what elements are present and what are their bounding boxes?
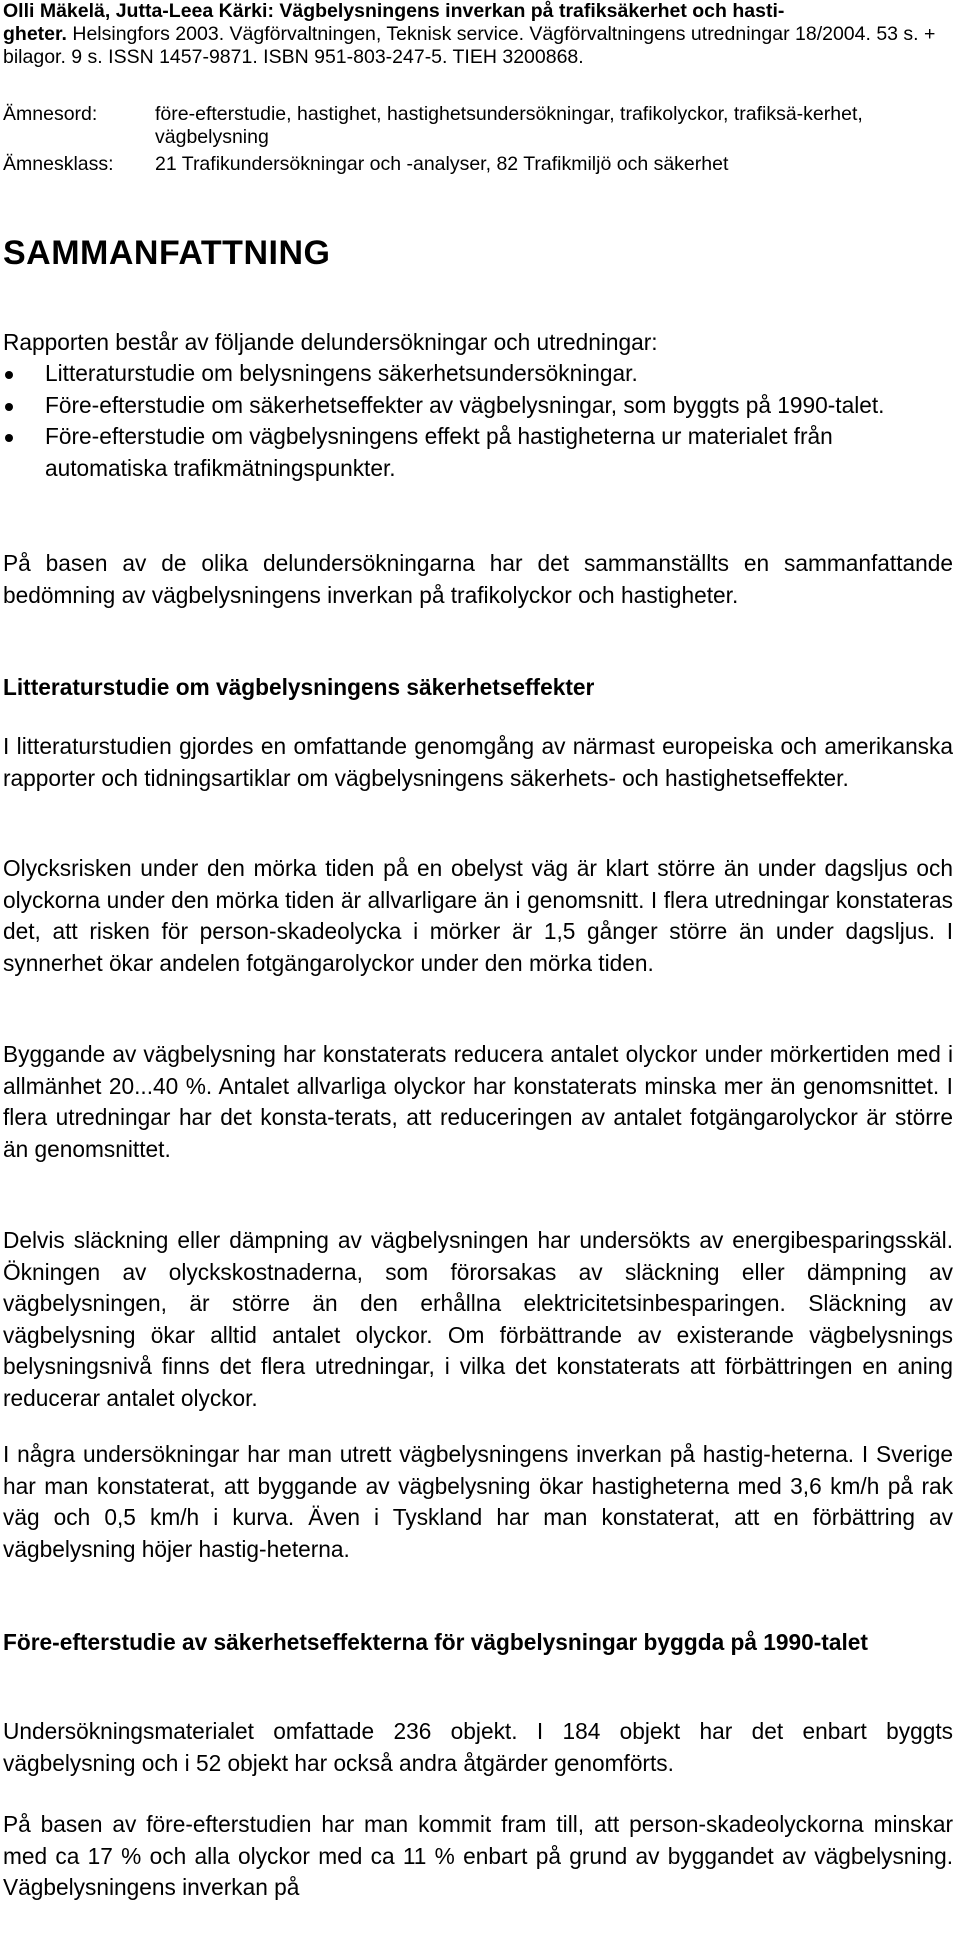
summary-paragraph: På basen av de olika delundersökningarna har det sammanställts en sammanfattande bedömning av vägbelysningens inverkan på trafikolyckor och hastigheter. bbox=[3, 550, 953, 608]
publication-header bbox=[3, 0, 948, 69]
summary-heading: SAMMANFATTNING bbox=[3, 234, 331, 272]
literature-paragraph-5: I några undersökningar har man utrett vägbelysningens inverkan på hastig-heterna. I Sverige har man konstaterat, att byggande av vägbelysning ökar hastigheterna med 3,6 km/h på rak väg och 0,5 km/h i kurva. Även i Tyskland har man konstaterat, att en förbättring av vägbelysning höjer hastig-heterna. bbox=[3, 1441, 953, 1562]
bullet-text: Litteraturstudie om belysningens säkerhetsundersökningar. bbox=[45, 360, 638, 386]
literature-heading: Litteraturstudie om vägbelysningens säkerhetseffekter bbox=[3, 674, 595, 700]
authors-title-line1: Olli Mäkelä, Jutta-Leea Kärki: Vägbelysningens inverkan på trafiksäkerhet och hasti- bbox=[3, 0, 785, 22]
summary-intro: Rapporten består av följande delundersökningar och utredningar: bbox=[3, 329, 658, 355]
before-after-heading: Före-efterstudie av säkerhetseffekterna för vägbelysningar byggda på 1990-talet bbox=[3, 1629, 868, 1655]
summary-bullet-list bbox=[3, 358, 953, 484]
bullet-text: Före-efterstudie om vägbelysningens effekt på hastigheterna ur materialet från automatiska trafikmätningspunkter. bbox=[45, 423, 833, 481]
list-item bbox=[3, 421, 953, 484]
bullet-icon bbox=[5, 403, 13, 411]
before-after-paragraph-2: På basen av före-efterstudien har man kommit fram till, att person-skadeolyckorna minskar med ca 17 % och alla olyckor med ca 11 % enbart på grund av byggandet av vägbelysning. Vägbelysningens inverkan på bbox=[3, 1811, 953, 1900]
bullet-icon bbox=[5, 371, 13, 379]
amnesklass-label: Ämnesklass: bbox=[3, 153, 114, 175]
list-item bbox=[3, 358, 953, 390]
amnesord-label: Ämnesord: bbox=[3, 103, 98, 125]
bullet-icon bbox=[5, 434, 13, 442]
literature-paragraph-2: Olycksrisken under den mörka tiden på en obelyst väg är klart större än under dagsljus och olyckorna under den mörka tiden är allvarligare än i genomsnitt. I flera utredningar konstateras det, att risken för person-skadeolycka i mörker är 1,5 gånger större än under dagsljus. I synnerhet ökar andelen fotgängarolyckor under den mörka tiden. bbox=[3, 855, 953, 976]
authors-title-line2: gheter. bbox=[3, 23, 67, 45]
list-item bbox=[3, 390, 953, 422]
bullet-text: Före-efterstudie om säkerhetseffekter av vägbelysningar, som byggts på 1990-talet. bbox=[45, 391, 885, 418]
literature-paragraph-1: I litteraturstudien gjordes en omfattande genomgång av närmast europeiska och amerikanska rapporter och tidningsartiklar om vägbelysningens säkerhets- och hastighetseffekter. bbox=[3, 733, 953, 791]
literature-paragraph-3: Byggande av vägbelysning har konstaterats reducera antalet olyckor under mörkertiden med i allmänhet 20...40 %. Antalet allvarliga olyckor har konstaterats minska mer än genomsnittet. I flera utredningar har det konsta-terats, att reduceringen av antalet fotgängarolyckor är större än genomsnittet. bbox=[3, 1041, 953, 1162]
amnesklass-value: 21 Trafikundersökningar och -analyser, 82 Trafikmiljö och säkerhet bbox=[155, 153, 729, 175]
before-after-paragraph-1: Undersökningsmaterialet omfattade 236 objekt. I 184 objekt har det enbart byggts vägbelysning och i 52 objekt har också andra åtgärder genomförts. bbox=[3, 1718, 953, 1776]
literature-paragraph-4: Delvis släckning eller dämpning av vägbelysningen har undersökts av energibesparingsskäl. Ökningen av olyckskostnaderna, som förorsakas av släckning eller dämpning av vägbelysningen, är större än den erhållna elektricitetsinbesparingen. Släckning av vägbelysning ökar alltid antalet olyckor. Om förbättrande av existerande vägbelysnings belysningsnivå finns det flera utredningar, i vilka det konstaterats att förbättringen en aning reducerar antalet olyckor. bbox=[3, 1227, 953, 1411]
publication-info: Helsingfors 2003. Vägförvaltningen, Teknisk service. Vägförvaltningens utredningar 18/2004. 53 s. + bilagor. 9 s. ISSN 1457-9871. ISBN 951-803-247-5. TIEH 3200868. bbox=[3, 23, 936, 68]
amnesord-value: före-efterstudie, hastighet, hastighetsundersökningar, trafikolyckor, trafiksä-kerhet, vägbelysning bbox=[155, 103, 863, 148]
